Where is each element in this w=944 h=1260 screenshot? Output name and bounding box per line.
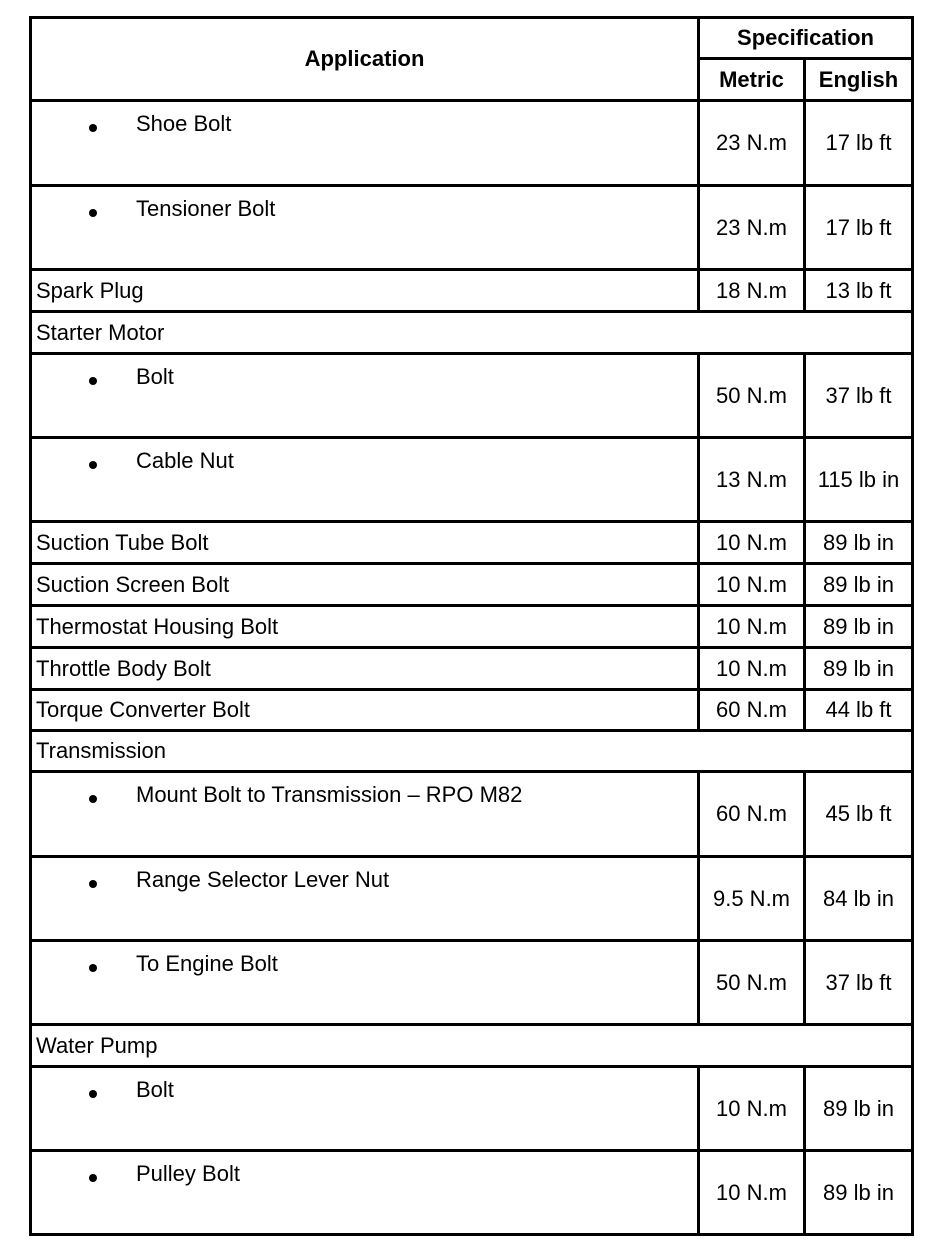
application-cell: Suction Screen Bolt xyxy=(29,562,700,607)
english-value: 37 lb ft xyxy=(803,939,914,1026)
english-value: 115 lb in xyxy=(803,436,914,523)
english-value: 84 lb in xyxy=(803,855,914,942)
english-value: 45 lb ft xyxy=(803,770,914,858)
application-cell: Thermostat Housing Bolt xyxy=(29,604,700,649)
metric-value: 9.5 N.m xyxy=(697,855,806,942)
metric-value: 50 N.m xyxy=(697,939,806,1026)
bullet-icon xyxy=(89,124,97,132)
group-heading: Water Pump xyxy=(29,1023,914,1068)
sub-item-label: Range Selector Lever Nut xyxy=(136,867,390,892)
english-value: 13 lb ft xyxy=(803,268,914,313)
bullet-icon xyxy=(89,1174,97,1182)
group-heading: Starter Motor xyxy=(29,310,914,355)
sub-item-label: Bolt xyxy=(136,1077,174,1102)
application-cell xyxy=(29,99,700,187)
metric-value: 10 N.m xyxy=(697,520,806,565)
metric-value: 23 N.m xyxy=(697,184,806,271)
metric-value: 10 N.m xyxy=(697,1065,806,1152)
application-cell: Throttle Body Bolt xyxy=(29,646,700,691)
english-value: 89 lb in xyxy=(803,1065,914,1152)
application-cell xyxy=(29,352,700,439)
english-value: 89 lb in xyxy=(803,562,914,607)
header-metric: Metric xyxy=(697,57,806,102)
application-cell: Spark Plug xyxy=(29,268,700,313)
sub-item-label: Pulley Bolt xyxy=(136,1161,240,1186)
metric-value: 13 N.m xyxy=(697,436,806,523)
bullet-icon xyxy=(89,880,97,888)
header-application: Application xyxy=(29,16,700,102)
application-cell xyxy=(29,939,700,1026)
sub-item-label: Mount Bolt to Transmission – RPO M82 xyxy=(136,782,523,807)
english-value: 89 lb in xyxy=(803,646,914,691)
bullet-icon xyxy=(89,209,97,217)
sub-item-label: Bolt xyxy=(136,364,174,389)
english-value: 37 lb ft xyxy=(803,352,914,439)
bullet-icon xyxy=(89,795,97,803)
application-cell xyxy=(29,1065,700,1152)
application-cell xyxy=(29,855,700,942)
application-cell xyxy=(29,1149,700,1236)
english-value: 89 lb in xyxy=(803,604,914,649)
sub-item-label: Tensioner Bolt xyxy=(136,196,276,221)
group-heading: Transmission xyxy=(29,729,914,773)
english-value: 44 lb ft xyxy=(803,688,914,732)
header-english: English xyxy=(803,57,914,102)
english-value: 17 lb ft xyxy=(803,184,914,271)
english-value: 89 lb in xyxy=(803,1149,914,1236)
application-cell: Torque Converter Bolt xyxy=(29,688,700,732)
header-specification: Specification xyxy=(697,16,914,60)
english-value: 17 lb ft xyxy=(803,99,914,187)
application-cell xyxy=(29,184,700,271)
application-cell xyxy=(29,436,700,523)
english-value: 89 lb in xyxy=(803,520,914,565)
bullet-icon xyxy=(89,1090,97,1098)
metric-value: 60 N.m xyxy=(697,770,806,858)
metric-value: 60 N.m xyxy=(697,688,806,732)
metric-value: 10 N.m xyxy=(697,646,806,691)
sub-item-label: Shoe Bolt xyxy=(136,111,232,136)
metric-value: 10 N.m xyxy=(697,562,806,607)
application-cell xyxy=(29,770,700,858)
sub-item-label: Cable Nut xyxy=(136,448,234,473)
bullet-icon xyxy=(89,377,97,385)
application-cell: Suction Tube Bolt xyxy=(29,520,700,565)
metric-value: 50 N.m xyxy=(697,352,806,439)
metric-value: 10 N.m xyxy=(697,1149,806,1236)
metric-value: 18 N.m xyxy=(697,268,806,313)
metric-value: 10 N.m xyxy=(697,604,806,649)
sub-item-label: To Engine Bolt xyxy=(136,951,278,976)
metric-value: 23 N.m xyxy=(697,99,806,187)
bullet-icon xyxy=(89,964,97,972)
bullet-icon xyxy=(89,461,97,469)
